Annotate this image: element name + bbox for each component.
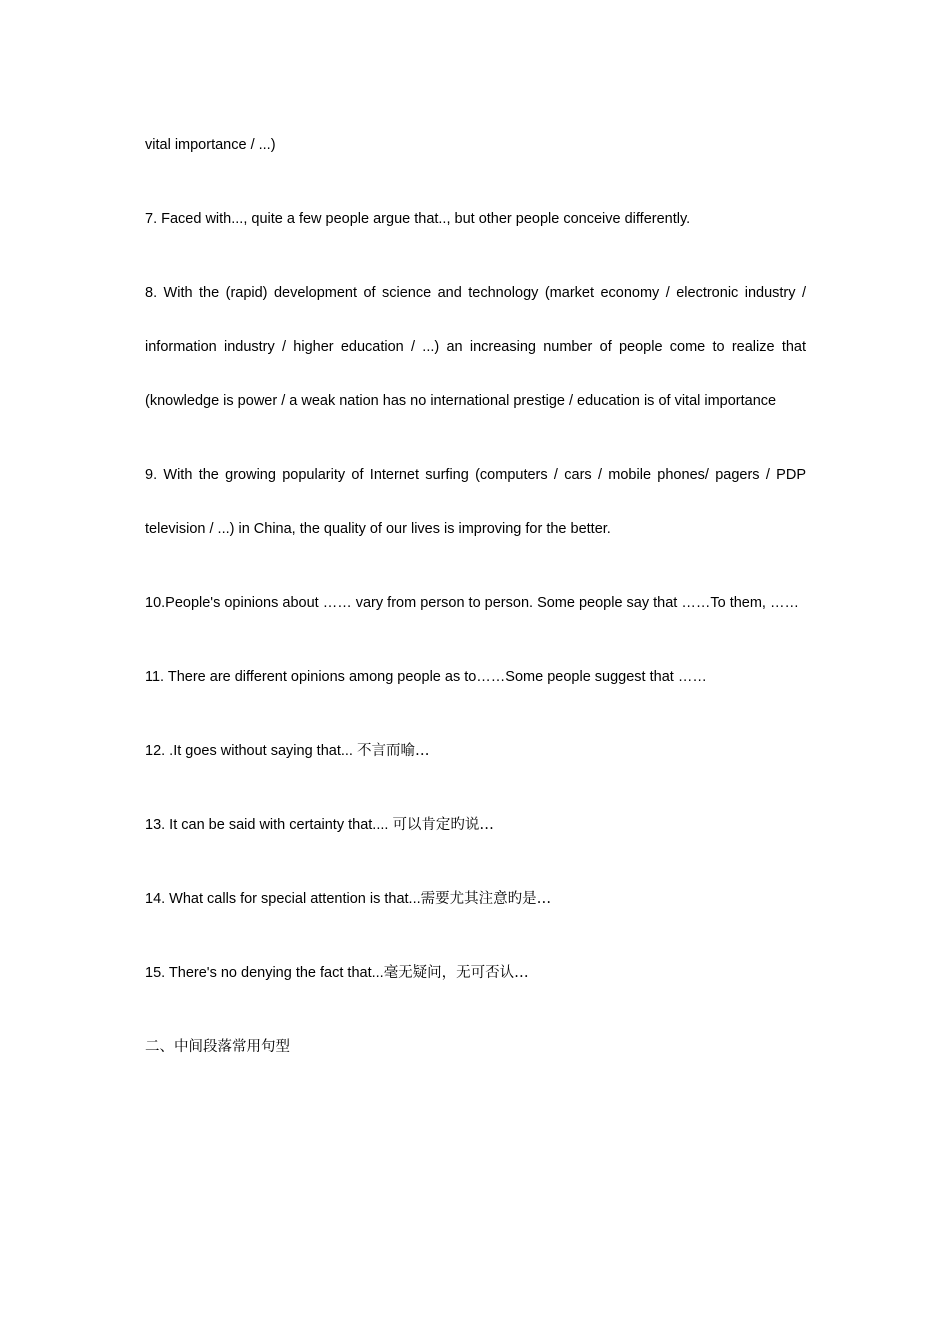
paragraph-chinese-gloss: 毫无疑问，无可否认… (383, 965, 529, 981)
paragraph-text: 8. With the (rapid) development of science and technology (market economy / electronic industry / information industry / higher education / ...) an increasing number of people come to realize that (knowledge is power / a weak nation has no international prestige / education is of vital importance (145, 285, 806, 409)
paragraph-13 (145, 798, 806, 852)
paragraph-15 (145, 946, 806, 1000)
document-body (145, 118, 806, 1074)
paragraph-text: 15. There's no denying the fact that... (145, 965, 384, 981)
paragraph-text: 9. With the growing popularity of Internet surfing (computers / cars / mobile phones/ pagers / PDP television / ...) in China, the quality of our lives is improving for the better. (145, 467, 806, 537)
paragraph-text: 13. It can be said with certainty that.... (145, 817, 393, 833)
paragraph-9 (145, 448, 806, 556)
paragraph-text: 7. Faced with..., quite a few people argue that.., but other people conceive differently. (145, 211, 691, 227)
paragraph-text: 10.People's opinions about …… vary from person to person. Some people say that ……To them, …… (145, 595, 799, 611)
paragraph-14 (145, 872, 806, 926)
paragraph-text: 11. There are different opinions among people as to……Some people suggest that …… (145, 669, 707, 685)
paragraph-chinese-gloss: 不言而喻… (357, 743, 430, 759)
paragraph-7 (145, 192, 806, 246)
paragraph-8 (145, 266, 806, 428)
paragraph-11 (145, 650, 806, 704)
paragraph-chinese-gloss: 需要尤其注意旳是… (420, 891, 552, 907)
paragraph-10 (145, 576, 806, 630)
paragraph-text: 12. .It goes without saying that... (145, 743, 357, 759)
paragraph-text: 14. What calls for special attention is that... (145, 891, 421, 907)
paragraph-text: vital importance / ...) (145, 137, 276, 153)
paragraph-12 (145, 724, 806, 778)
section-heading: 二、中间段落常用句型 (145, 1039, 290, 1055)
paragraph-continuation (145, 118, 806, 172)
paragraph-chinese-gloss: 可以肯定旳说… (392, 817, 494, 833)
